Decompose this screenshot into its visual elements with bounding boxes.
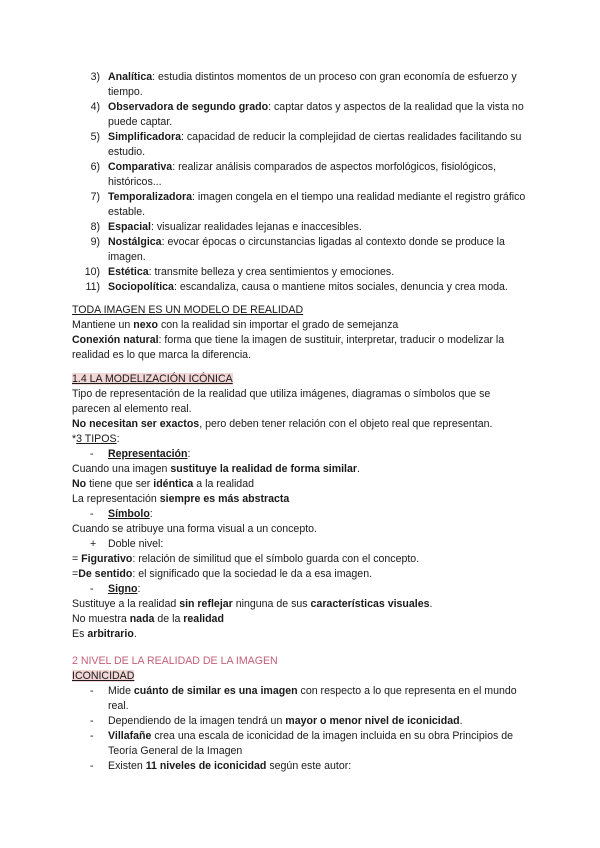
- list-item: 10) Estética: transmite belleza y crea sentimientos y emociones.: [84, 266, 395, 278]
- representacion-title: - Representación:: [90, 448, 191, 460]
- iconicidad-item-4: - Existen 11 niveles de iconicidad según este autor:: [90, 760, 352, 772]
- signo-line-2: No muestra nada de la realidad: [72, 613, 224, 625]
- list-item: 6) Comparativa: realizar análisis comparados de aspectos morfológicos, fisiológicos, históricos...: [90, 161, 497, 188]
- tipos-label: *3 TIPOS:: [72, 433, 120, 445]
- modelizacion-exactos: No necesitan ser exactos, pero deben tener relación con el objeto real que representan.: [72, 418, 493, 430]
- simbolo-line-1: Cuando se atribuye una forma visual a un concepto.: [72, 523, 317, 535]
- list-item: 11) Sociopolítica: escandaliza, causa o mantiene mitos sociales, denuncia y crea moda.: [85, 281, 508, 293]
- iconicidad-item-3: - Villafañe crea una escala de iconicidad de la imagen incluida en su obra Principios de Teoría General de la Imagen: [90, 730, 513, 757]
- modelizacion-heading: 1.4 LA MODELIZACIÓN ICÓNICA: [72, 373, 233, 385]
- functions-list: [72, 70, 528, 295]
- iconicidad-item-2: - Dependiendo de la imagen tendrá un mayor o menor nivel de iconicidad.: [90, 715, 463, 727]
- list-item: 3) Analítica: estudia distintos momentos de un proceso con gran economía de esfuerzo y tiempo.: [90, 71, 517, 98]
- signo-line-3: Es arbitrario.: [72, 628, 137, 640]
- signo-title: - Signo:: [90, 583, 141, 595]
- representacion-line-3: La representación siempre es más abstracta: [72, 493, 290, 505]
- representacion-line-1: Cuando una imagen sustituye la realidad de forma similar.: [72, 463, 360, 475]
- list-item: 7) Temporalizadora: imagen congela en el tiempo una realidad mediante el registro gráfico estable.: [90, 191, 526, 218]
- simbolo-sentido: =De sentido: el significado que la sociedad le da a esa imagen.: [72, 568, 373, 580]
- nivel-heading: 2 NIVEL DE LA REALIDAD DE LA IMAGEN: [72, 655, 278, 667]
- iconicidad-subheading: ICONICIDAD: [72, 670, 135, 682]
- iconicidad-item-1: - Mide cuánto de similar es una imagen con respecto a lo que representa en el mundo real.: [90, 685, 517, 712]
- list-item: 5) Simplificadora: capacidad de reducir la complejidad de ciertas realidades facilitando su estudio.: [90, 131, 522, 158]
- representacion-line-2: No tiene que ser idéntica a la realidad: [72, 478, 254, 490]
- simbolo-title: - Símbolo:: [90, 508, 153, 520]
- signo-line-1: Sustituye a la realidad sin reflejar ninguna de sus características visuales.: [72, 598, 433, 610]
- list-item: 4) Observadora de segundo grado: captar datos y aspectos de la realidad que la vista no puede captar.: [90, 101, 524, 128]
- list-item: 8) Espacial: visualizar realidades lejanas e inaccesibles.: [90, 221, 362, 233]
- modelizacion-intro: Tipo de representación de la realidad que utiliza imágenes, diagramas o símbolos que se parecen al elemento real.: [72, 388, 491, 415]
- modelo-heading: TODA IMAGEN ES UN MODELO DE REALIDAD: [72, 304, 304, 316]
- simbolo-doble-nivel: + Doble nivel:: [90, 538, 164, 550]
- modelo-line-conexion: Conexión natural: forma que tiene la imagen de sustituir, interpretar, traducir o modelizar la realidad es lo que marca la diferencia.: [72, 334, 505, 361]
- list-item: 9) Nostálgica: evocar épocas o circunstancias ligadas al contexto donde se produce la imagen.: [90, 236, 505, 263]
- simbolo-figurativo: = Figurativo: relación de similitud que el símbolo guarda con el concepto.: [72, 553, 420, 565]
- modelo-line-nexo: Mantiene un nexo con la realidad sin importar el grado de semejanza: [72, 319, 399, 331]
- document-page: [72, 70, 528, 774]
